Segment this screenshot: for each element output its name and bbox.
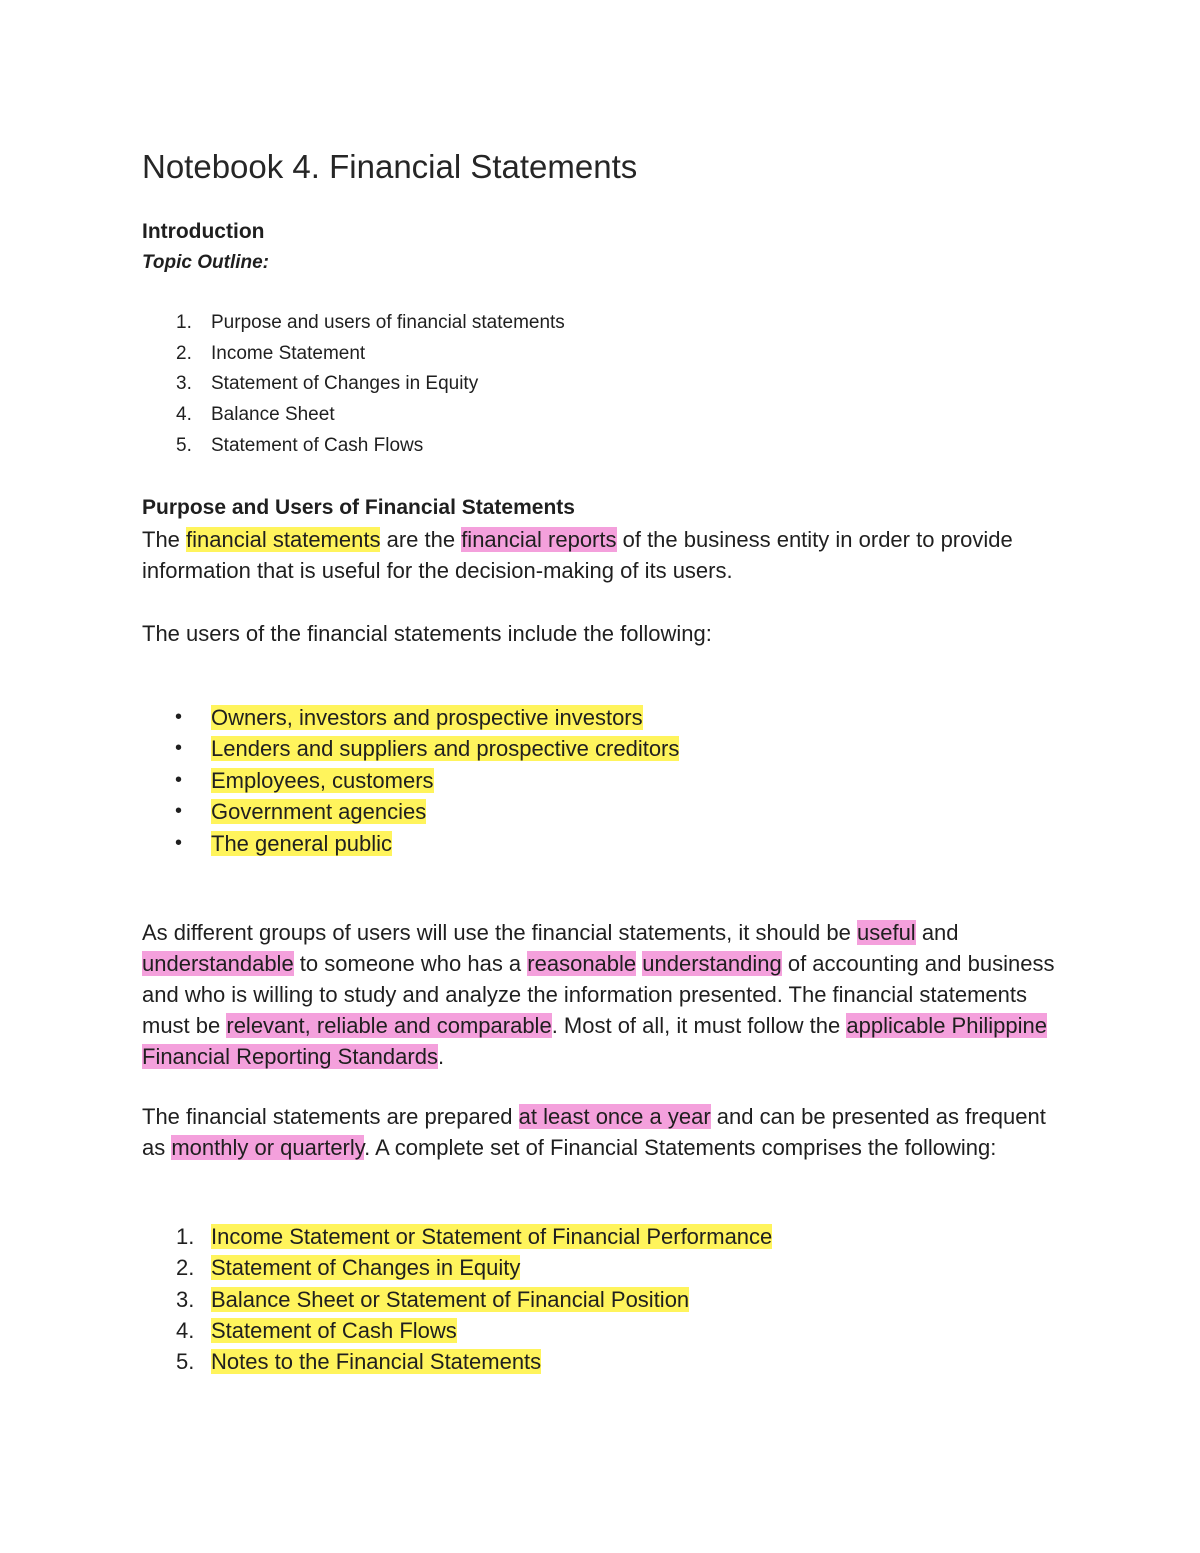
highlight-pink: at least once a year (518, 1104, 711, 1130)
financial-statements-list (142, 1221, 1062, 1377)
list-number: 4. (176, 404, 192, 426)
document-title: Notebook 4. Financial Statements (142, 148, 638, 185)
list-number: 2. (176, 1255, 195, 1281)
text-run: and (915, 920, 959, 946)
text-run: . Most of all, it must follow the (551, 1013, 847, 1039)
topic-outline-list (142, 308, 1062, 462)
topic-outline-label: Topic Outline: (142, 252, 270, 273)
highlight-yellow: Notes to the Financial Statements (211, 1349, 542, 1375)
list-item (142, 702, 1062, 734)
bullet-icon: • (175, 737, 183, 760)
list-item (142, 400, 1062, 431)
bullet-icon: • (175, 705, 183, 728)
introduction-heading: Introduction (142, 220, 265, 243)
section-heading: Purpose and Users of Financial Statements (142, 495, 575, 519)
list-item (142, 828, 1062, 860)
list-number: 5. (176, 1349, 195, 1375)
highlight-pink: monthly or quarterly (171, 1135, 365, 1161)
highlight-pink: understanding (642, 951, 782, 977)
document-page (142, 146, 1062, 1378)
list-number: 3. (176, 373, 192, 395)
highlight-yellow: Employees, customers (211, 767, 434, 793)
list-item-text: Statement of Changes in Equity (211, 373, 479, 395)
highlight-yellow: Lenders and suppliers and prospective creditors (211, 736, 680, 762)
highlight-pink: reasonable (527, 951, 637, 977)
bullet-icon: • (175, 831, 183, 854)
bullet-icon: • (175, 768, 183, 791)
text-run: . A complete set of Financial Statements comprises the following: (364, 1135, 997, 1161)
highlight-yellow: Balance Sheet or Statement of Financial Position (211, 1286, 690, 1312)
list-item-text: Balance Sheet (211, 404, 335, 426)
highlight-yellow: Income Statement or Statement of Financial Performance (211, 1224, 773, 1250)
bullet-icon: • (175, 800, 183, 823)
list-item-text: Income Statement (211, 342, 366, 364)
text-run: The financial statements are prepared (142, 1104, 519, 1130)
list-item (142, 339, 1062, 370)
list-item (142, 733, 1062, 765)
list-item (142, 1315, 1062, 1346)
highlight-yellow: Statement of Cash Flows (211, 1317, 457, 1343)
users-bullet-list (142, 702, 1062, 860)
list-number: 1. (176, 1224, 195, 1250)
list-item (142, 431, 1062, 462)
text-run: are the (380, 526, 462, 552)
list-item (142, 1284, 1062, 1315)
list-item (142, 369, 1062, 400)
highlight-yellow: Statement of Changes in Equity (211, 1255, 521, 1281)
highlight-pink: applicable Philippine Financial Reporting Standards (142, 1013, 1047, 1070)
highlight-pink: understandable (142, 951, 294, 977)
list-number: 1. (176, 312, 192, 333)
list-item (142, 1252, 1062, 1283)
text-run: The (142, 526, 187, 552)
text-run: of accounting and business and who is willing to study and analyze the information presented. The financial statements must be (142, 951, 1055, 1039)
list-item (142, 1346, 1062, 1377)
list-number: 2. (176, 342, 192, 364)
list-number: 3. (176, 1286, 195, 1312)
highlight-yellow: financial statements (186, 526, 381, 552)
paragraph-definition (142, 524, 1062, 586)
highlight-pink: financial reports (461, 526, 617, 552)
list-item (142, 796, 1062, 828)
text-run: of the business entity in order to provide information that is useful for the decision-making of its users. (142, 526, 1013, 583)
text-run: . (437, 1044, 445, 1070)
list-item (142, 1221, 1062, 1252)
highlight-yellow: Owners, investors and prospective investors (211, 704, 643, 730)
users-intro-paragraph: The users of the financial statements include the following: (142, 620, 712, 646)
list-number: 5. (176, 434, 192, 456)
highlight-yellow: The general public (211, 830, 393, 856)
list-item-text: Statement of Cash Flows (211, 434, 424, 456)
paragraph-frequency (142, 1101, 1062, 1163)
list-item (142, 308, 1062, 339)
paragraph-qualities (142, 917, 1062, 1072)
highlight-pink: useful (856, 920, 916, 946)
list-item (142, 765, 1062, 797)
list-number: 4. (176, 1317, 195, 1343)
highlight-yellow: Government agencies (211, 799, 427, 825)
text-run: and can be presented as frequent as (142, 1104, 1046, 1161)
text-run: As different groups of users will use the financial statements, it should be (142, 920, 857, 946)
list-item-text: Purpose and users of financial statements (211, 312, 565, 333)
text-run: to someone who has a (293, 951, 528, 977)
highlight-pink: relevant, reliable and comparable (226, 1013, 552, 1039)
